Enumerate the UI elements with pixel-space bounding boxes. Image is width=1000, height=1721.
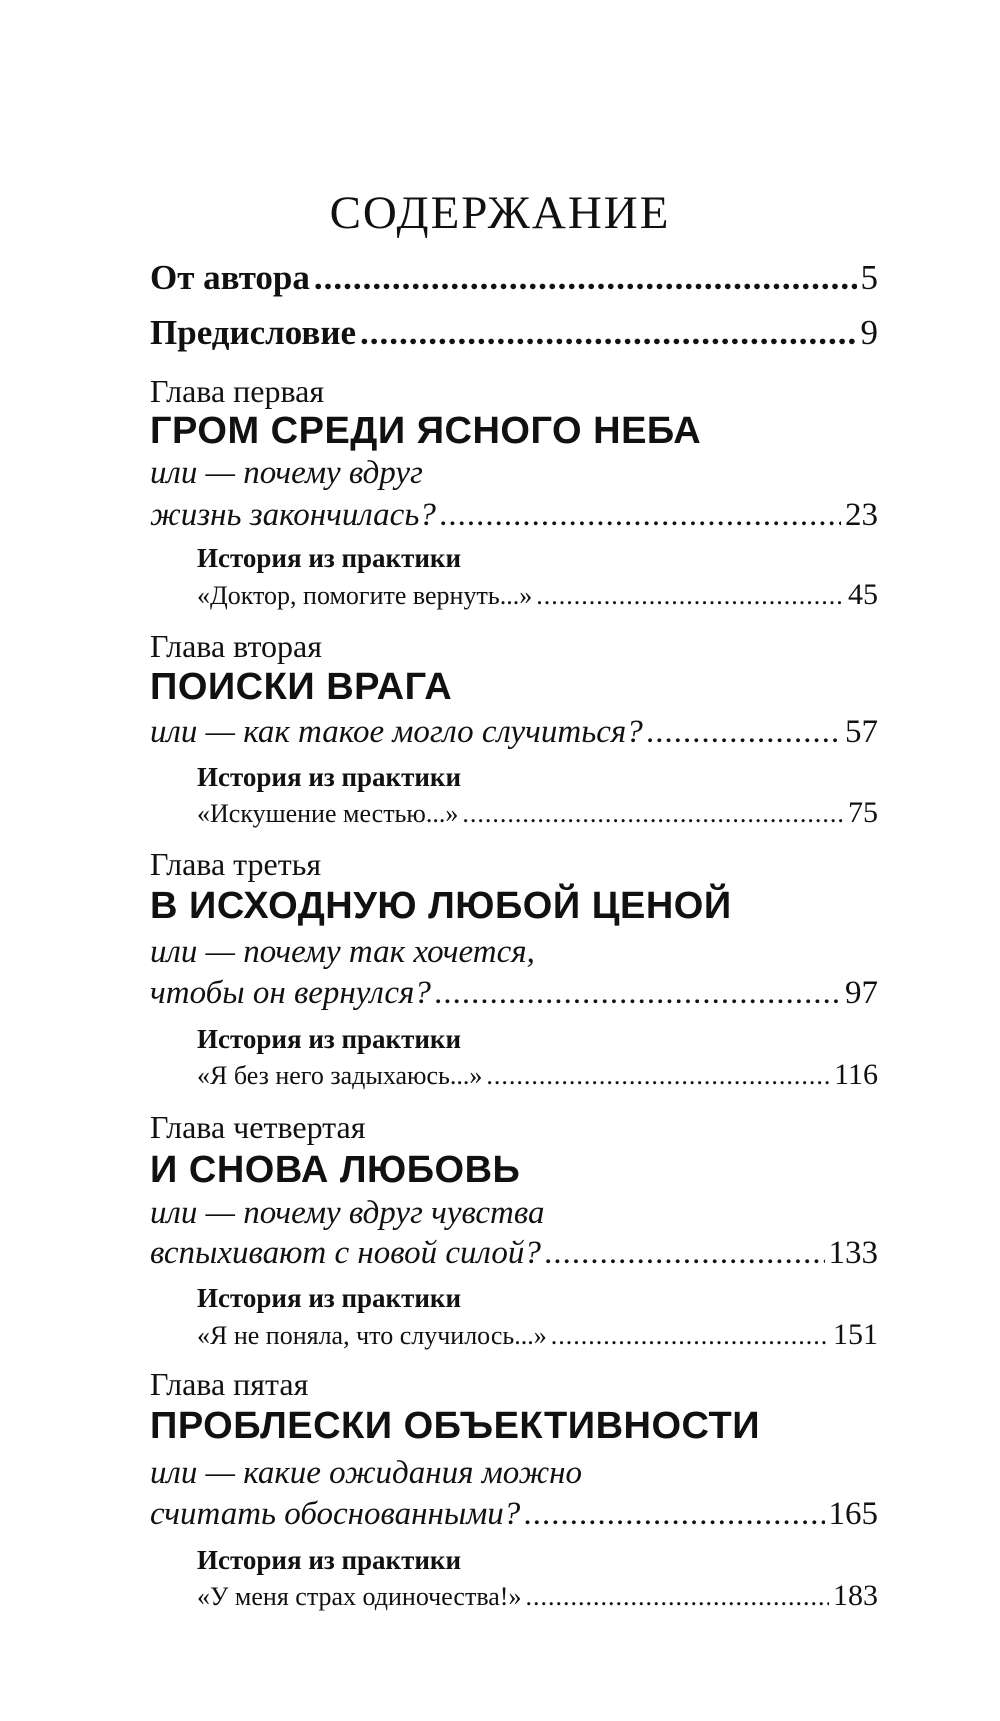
page-number: 133 [828, 1235, 878, 1271]
chapter-subtitle-line1: или — почему вдруг чувства [150, 1195, 545, 1231]
chapter-number: Глава вторая [150, 628, 322, 664]
chapter-number: Глава четвертая [150, 1109, 366, 1145]
story-title: «Я не поняла, что случилось...» [197, 1321, 547, 1350]
leader-dots [545, 1235, 825, 1272]
page-number: 23 [845, 497, 878, 533]
page-number: 165 [828, 1496, 878, 1532]
story-heading: История из практики [197, 1545, 462, 1575]
story-title: «Искушение местью...» [197, 799, 459, 828]
toc-entry-from-author [150, 258, 878, 298]
leader-dots [462, 799, 844, 829]
chapter-number: Глава первая [150, 373, 325, 409]
leader-dots [440, 497, 841, 534]
chapter-subtitle-line2: считать обоснованными? [150, 1496, 521, 1532]
chapter-subtitle-row [150, 1235, 878, 1272]
chapter-subtitle-line1: или — почему так хочется, [150, 934, 535, 970]
chapter-number: Глава пятая [150, 1366, 309, 1402]
page-number: 116 [834, 1058, 878, 1091]
page-number: 97 [845, 975, 878, 1011]
story-heading: История из практики [197, 543, 462, 573]
leader-dots [486, 1061, 830, 1091]
leader-dots [536, 581, 844, 611]
toc-entry-preface [150, 313, 878, 353]
story-heading: История из практики [197, 1283, 462, 1313]
chapter-subtitle-row [150, 714, 878, 751]
story-title: «У меня страх одиночества!» [197, 1582, 522, 1611]
leader-dots [551, 1321, 829, 1351]
leader-dots [647, 714, 841, 751]
page-number: 5 [860, 258, 878, 297]
leader-dots [524, 1496, 824, 1533]
leader-dots [435, 975, 841, 1012]
chapter-title: И СНОВА ЛЮБОВЬ [150, 1149, 521, 1191]
story-entry [197, 796, 878, 830]
page-number: 9 [860, 313, 878, 352]
chapter-subtitle-line2: или — как такое могло случиться? [150, 714, 643, 750]
chapter-subtitle-line2: жизнь закончилась? [150, 497, 436, 533]
story-entry [197, 578, 878, 612]
page-number: 45 [848, 578, 878, 611]
story-heading: История из практики [197, 762, 462, 792]
chapter-subtitle-line1: или — почему вдруг [150, 455, 423, 491]
page-number: 75 [848, 796, 878, 829]
chapter-subtitle-line1: или — какие ожидания можно [150, 1455, 583, 1491]
story-title: «Доктор, помогите вернуть...» [197, 581, 533, 610]
story-entry [197, 1058, 878, 1092]
chapter-title: ГРОМ СРЕДИ ЯСНОГО НЕБА [150, 410, 702, 452]
chapter-number: Глава третья [150, 846, 322, 882]
chapter-title: ПРОБЛЕСКИ ОБЪЕКТИВНОСТИ [150, 1405, 761, 1447]
chapter-subtitle-row [150, 1496, 878, 1533]
page-title: СОДЕРЖАНИЕ [329, 187, 671, 239]
story-title: «Я без него задыхаюсь...» [197, 1061, 483, 1090]
page-number: 183 [833, 1579, 878, 1612]
leader-dots [360, 313, 856, 353]
chapter-title: В ИСХОДНУЮ ЛЮБОЙ ЦЕНОЙ [150, 885, 732, 927]
entry-label: Предисловие [150, 313, 357, 352]
entry-label: От автора [150, 258, 310, 297]
chapter-subtitle-row [150, 497, 878, 534]
chapter-subtitle-row [150, 975, 878, 1012]
story-heading: История из практики [197, 1024, 462, 1054]
chapter-title: ПОИСКИ ВРАГА [150, 666, 453, 708]
leader-dots [525, 1582, 829, 1612]
story-entry [197, 1579, 878, 1613]
page-number: 151 [833, 1318, 878, 1351]
page-number: 57 [845, 714, 878, 750]
leader-dots [314, 258, 857, 298]
chapter-subtitle-line2: чтобы он вернулся? [150, 975, 431, 1011]
story-entry [197, 1318, 878, 1352]
chapter-subtitle-line2: вспыхивают с новой силой? [150, 1235, 541, 1271]
